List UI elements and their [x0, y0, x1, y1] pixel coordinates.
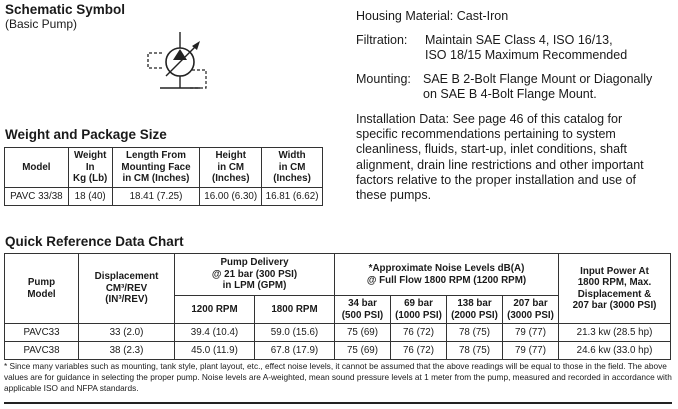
schematic-title: Schematic Symbol [5, 2, 126, 17]
bottom-divider [4, 402, 672, 404]
table-cell: PAVC38 [5, 342, 79, 360]
table-cell: 18.41 (7.25) [112, 188, 200, 206]
footnote: * Since many variables such as mounting, tank style, plant layout, etc., effect noise levels, it cannot be assumed that the above readings will be equal to those in the field. The above values are for guidance in selecting the proper pump. Noise levels are A-weighted, mean sound pressure levels at 1 meter from the pump, measured and recorded in accordance with applicable ISO and NFPA standards. [4, 361, 672, 393]
table-cell: 21.3 kw (28.5 hp) [559, 324, 671, 342]
table-cell: 67.8 (17.9) [255, 342, 335, 360]
table-cell: 78 (75) [447, 324, 503, 342]
weight-header-height: Height in CM (Inches) [200, 148, 262, 188]
table-cell: PAVC33 [5, 324, 79, 342]
table-cell: 38 (2.3) [79, 342, 175, 360]
table-cell: 76 (72) [391, 342, 447, 360]
pump-schematic-symbol [140, 30, 220, 95]
header-138-bar: 138 bar (2000 PSI) [447, 296, 503, 324]
quick-reference-title: Quick Reference Data Chart [5, 234, 184, 249]
weight-package-table [4, 147, 323, 206]
quick-reference-table [4, 253, 671, 360]
filtration-line: ISO 18/15 Maximum Recommended [425, 48, 628, 63]
table-row [5, 342, 671, 360]
table-cell: 79 (77) [503, 324, 559, 342]
weight-header-weight: Weight In Kg (Lb) [68, 148, 112, 188]
table-cell: 75 (69) [335, 342, 391, 360]
mounting-line: on SAE B 4-Bolt Flange Mount. [423, 87, 597, 102]
filtration-label: Filtration: [356, 33, 408, 47]
filtration-line: Maintain SAE Class 4, ISO 16/13, [425, 33, 613, 47]
table-cell: 79 (77) [503, 342, 559, 360]
header-69-bar: 69 bar (1000 PSI) [391, 296, 447, 324]
mounting-spec [356, 72, 652, 102]
filtration-spec [356, 33, 627, 63]
header-34-bar: 34 bar (500 PSI) [335, 296, 391, 324]
table-cell: 59.0 (15.6) [255, 324, 335, 342]
table-cell: 78 (75) [447, 342, 503, 360]
header-207-bar: 207 bar (3000 PSI) [503, 296, 559, 324]
header-1800-rpm: 1800 RPM [255, 296, 335, 324]
header-noise-levels: *Approximate Noise Levels dB(A) @ Full Flow 1800 RPM (1200 RPM) [335, 254, 559, 296]
table-cell: 33 (2.0) [79, 324, 175, 342]
installation-data: Installation Data: See page 46 of this catalog for specific recommendations pertaining to system cleanliness, fluids, start-up, inlet conditions, shaft alignment, drain line restrictions and other important factors relative to the proper installation and use of these pumps. [356, 112, 644, 203]
mounting-label: Mounting: [356, 72, 411, 86]
weight-table-header-row [5, 148, 323, 188]
weight-table-title: Weight and Package Size [5, 127, 167, 142]
table-cell: 45.0 (11.9) [175, 342, 255, 360]
table-cell: 75 (69) [335, 324, 391, 342]
header-pump-model: Pump Model [5, 254, 79, 324]
table-cell: 16.81 (6.62) [262, 188, 323, 206]
table-cell: 18 (40) [68, 188, 112, 206]
housing-material: Housing Material: Cast-Iron [356, 9, 509, 23]
table-row [5, 324, 671, 342]
weight-header-width: Width in CM (Inches) [262, 148, 323, 188]
quick-table-header-row [5, 254, 671, 296]
mounting-line: SAE B 2-Bolt Flange Mount or Diagonally [423, 72, 653, 86]
schematic-subtitle: (Basic Pump) [5, 17, 78, 31]
table-cell: 24.6 kw (33.0 hp) [559, 342, 671, 360]
table-row [5, 188, 323, 206]
header-displacement: Displacement CM³/REV (IN³/REV) [79, 254, 175, 324]
header-input-power: Input Power At 1800 RPM, Max. Displacement & 207 bar (3000 PSI) [559, 254, 671, 324]
header-1200-rpm: 1200 RPM [175, 296, 255, 324]
table-cell: PAVC 33/38 [5, 188, 69, 206]
header-pump-delivery: Pump Delivery @ 21 bar (300 PSI) in LPM (GPM) [175, 254, 335, 296]
weight-header-length: Length From Mounting Face in CM (Inches) [112, 148, 200, 188]
weight-header-model: Model [5, 148, 69, 188]
table-cell: 16.00 (6.30) [200, 188, 262, 206]
table-cell: 39.4 (10.4) [175, 324, 255, 342]
table-cell: 76 (72) [391, 324, 447, 342]
